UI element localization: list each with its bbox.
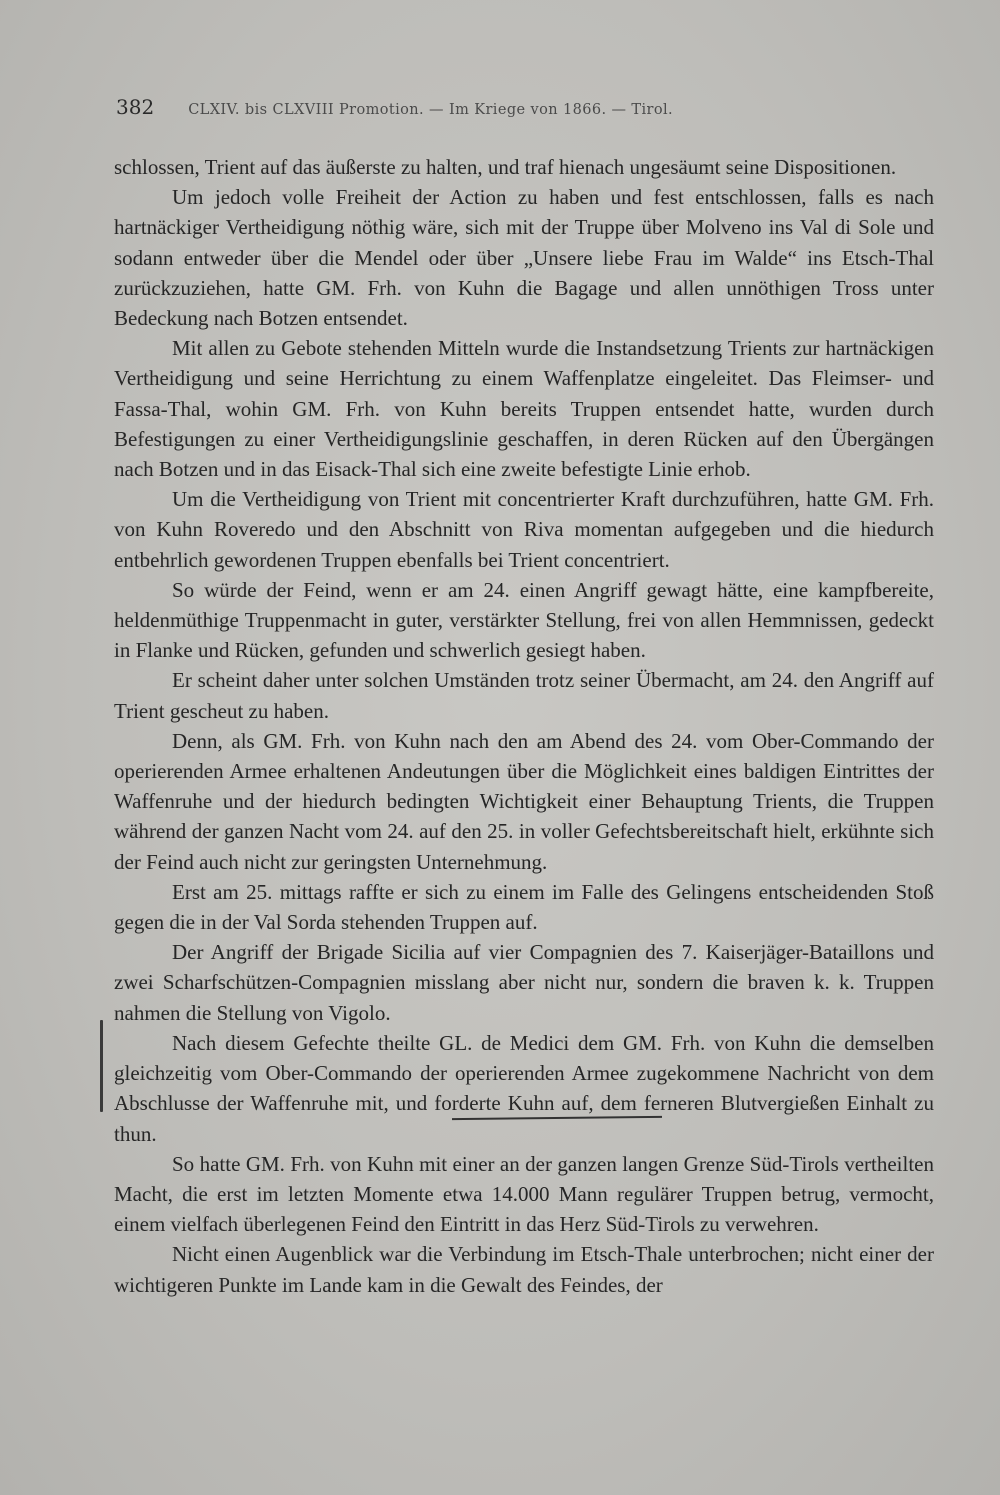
margin-pencil-mark [100,1020,103,1112]
paragraph: Um jedoch volle Freiheit der Action zu haben und fest entschlossen, falls es nach hartnäckiger Vertheidigung nöthig wäre, sich mit der Truppe über Molveno ins Val di Sole und sodann entweder über die Mendel oder über „Unsere liebe Frau im Walde“ ins Etsch-Thal zurückzuziehen, hatte GM. Frh. von Kuhn die Bagage und allen unnöthigen Tross unter Bedeckung nach Botzen entsendet. [114,185,934,331]
paragraph: Denn, als GM. Frh. von Kuhn nach den am Abend des 24. vom Ober-Commando der operierenden Armee erhaltenen Andeutungen über die Möglichkeit eines baldigen Eintrittes der Waffenruhe und der hiedurch bedingten Wichtigkeit einer Behauptung Trients, die Truppen während der ganzen Nacht vom 24. auf den 25. in voller Gefechtsbereitschaft hielt, erkühnte sich der Feind auch nicht zur geringsten Unternehmung. [114,728,934,874]
paragraph: So würde der Feind, wenn er am 24. einen Angriff gewagt hätte, eine kampfbereite, heldenmüthige Truppenmacht in guter, verstärkter Stellung, frei von allen Hemmnissen, gedeckt in Flanke und Rücken, gefunden und schwerlich gesiegt haben. [114,577,934,663]
page-number: 382 [116,95,155,119]
paragraph: Nicht einen Augenblick war die Verbindung im Etsch-Thale unterbrochen; nicht einer der wichtigeren Punkte im Lande kam in die Gewalt des Feindes, der [114,1242,934,1297]
paragraph: Nach diesem Gefechte theilte GL. de Medici dem GM. Frh. von Kuhn die demselben gleichzeitig vom Ober-Commando der operierenden Armee zugekommene Nachricht von dem Abschlusse der Waffenruhe mit, und forderte Kuhn auf, dem ferneren Blutvergießen Einhalt zu thun. [114,1030,934,1146]
paragraph: So hatte GM. Frh. von Kuhn mit einer an der ganzen langen Grenze Süd-Tirols vertheilten Macht, die erst im letzten Momente etwa 14.000 Mann regulärer Truppen betrug, vermocht, einem vielfach überlegenen Feind den Eintritt in das Herz Süd-Tirols zu verwehren. [114,1151,934,1237]
body-text [114,152,934,1300]
paragraph: Mit allen zu Gebote stehenden Mitteln wurde die Instandsetzung Trients zur hartnäckigen Vertheidigung und seine Herrichtung zu einem Waffenplatze eingeleitet. Das Fleimser- und Fassa-Thal, wohin GM. Frh. von Kuhn bereits Truppen entsendet hatte, wurden durch Befestigungen zu einer Vertheidigungslinie geschaffen, in deren Rücken auf den Übergängen nach Botzen und in das Eisack-Thal sich eine zweite befestigte Linie erhob. [114,336,934,482]
page-header [116,95,816,121]
paragraph: Erst am 25. mittags raffte er sich zu einem im Falle des Gelingens entscheidenden Stoß gegen die in der Val Sorda stehenden Truppen auf. [114,879,934,935]
paragraph: Er scheint daher unter solchen Umständen trotz seiner Übermacht, am 24. den Angriff auf Trient gescheut zu haben. [114,668,934,723]
paragraph: schlossen, Trient auf das äußerste zu halten, und traf hienach ungesäumt seine Dispositionen. [114,155,897,179]
running-head: CLXIV. bis CLXVIII Promotion. — Im Kriege von 1866. — Tirol. [188,102,674,118]
paragraph: Der Angriff der Brigade Sicilia auf vier Compagnien des 7. Kaiserjäger-Bataillons und zwei Scharfschützen-Compagnien misslang aber nicht nur, sondern die braven k. k. Truppen nahmen die Stellung von Vigolo. [114,940,934,1025]
paragraph: Um die Vertheidigung von Trient mit concentrierter Kraft durchzuführen, hatte GM. Frh. von Kuhn Roveredo und den Abschnitt von Riva momentan aufgegeben und die hiedurch entbehrlich gewordenen Truppen ebenfalls bei Trient concentriert. [114,487,934,572]
